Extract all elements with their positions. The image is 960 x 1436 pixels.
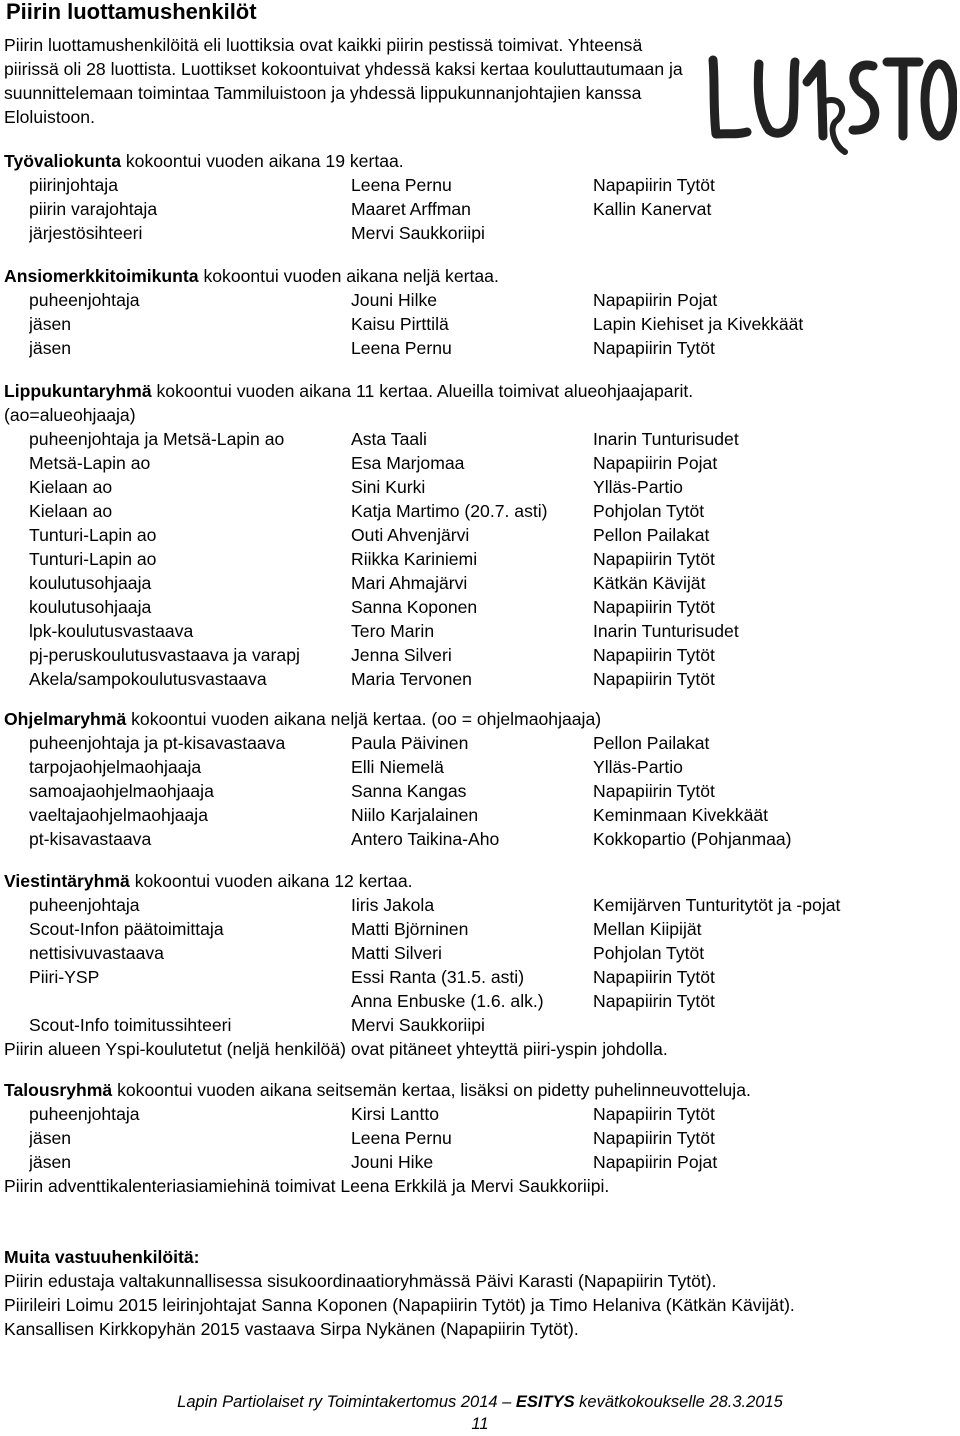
section-lippukuntaryhma [4, 379, 954, 691]
section-note: Piirin alueen Yspi-koulutetut (neljä henkilöä) ovat pitäneet yhteyttä piiri-yspin johdolla. [4, 1039, 668, 1059]
section-tyovaliokunta [4, 149, 954, 245]
role: Akela/sampokoulutusvastaava [29, 669, 267, 689]
member-row [4, 755, 954, 779]
member-row [4, 288, 954, 312]
member-row [4, 619, 954, 643]
section-heading [4, 149, 954, 173]
member-row [4, 221, 954, 245]
role: nettisivuvastaava [29, 943, 164, 963]
person: Sini Kurki [351, 477, 426, 497]
group: Napapiirin Tytöt [593, 991, 715, 1011]
member-row [4, 989, 954, 1013]
role: jäsen [29, 338, 72, 358]
role: piirinjohtaja [29, 175, 118, 195]
member-row [4, 1126, 954, 1150]
person: Maria Tervonen [351, 669, 472, 689]
group: Ylläs-Partio [593, 477, 683, 497]
group: Napapiirin Tytöt [593, 175, 715, 195]
member-row [4, 523, 954, 547]
group: Napapiirin Tytöt [593, 549, 715, 569]
person: Jouni Hike [351, 1152, 434, 1172]
role: Metsä-Lapin ao [29, 453, 151, 473]
group: Kätkän Kävijät [593, 573, 706, 593]
member-row [4, 965, 954, 989]
role: piirin varajohtaja [29, 199, 158, 219]
person: Kaisu Pirttilä [351, 314, 449, 334]
group: Pellon Pailakat [593, 525, 710, 545]
member-row [4, 499, 954, 523]
section-text: kokoontui vuoden aikana seitsemän kertaa, lisäksi on pidetty puhelinneuvotteluja. [112, 1080, 751, 1100]
person: Mervi Saukkoriipi [351, 1015, 485, 1035]
person: Riikka Kariniemi [351, 549, 478, 569]
footer-date: kevätkokoukselle 28.3.2015 [574, 1393, 783, 1411]
group: Napapiirin Tytöt [593, 597, 715, 617]
person: Mervi Saukkoriipi [351, 223, 485, 243]
group: Napapiirin Pojat [593, 1152, 718, 1172]
person: Leena Pernu [351, 1128, 452, 1148]
group: Kemijärven Tunturitytöt ja -pojat [593, 895, 841, 915]
member-row [4, 667, 954, 691]
member-row [4, 779, 954, 803]
section-text: kokoontui vuoden aikana neljä kertaa. [198, 266, 499, 286]
role: vaeltajaohjelmaohjaaja [29, 805, 208, 825]
section-muita-vastuuhenkiloita [4, 1245, 954, 1341]
section-heading [4, 379, 954, 403]
section-heading [4, 707, 954, 731]
role: Piiri-YSP [29, 967, 100, 987]
group: Napapiirin Tytöt [593, 1128, 715, 1148]
member-row [4, 451, 954, 475]
person: Tero Marin [351, 621, 435, 641]
role: Tunturi-Lapin ao [29, 525, 157, 545]
person: Maaret Arffman [351, 199, 471, 219]
section-heading [4, 1245, 954, 1269]
section-heading [4, 869, 954, 893]
group: Keminmaan Kivekkäät [593, 805, 769, 825]
person: Matti Silveri [351, 943, 442, 963]
section-text: kokoontui vuoden aikana neljä kertaa. (oo = ohjelmaohjaaja) [126, 709, 602, 729]
role: tarpojaohjelmaohjaaja [29, 757, 202, 777]
section-note: Piirileiri Loimu 2015 leirinjohtajat Sanna Koponen (Napapiirin Tytöt) ja Timo Helaniva (Kätkän Kävijät). [4, 1295, 795, 1315]
group: Pellon Pailakat [593, 733, 710, 753]
group: Napapiirin Pojat [593, 453, 718, 473]
section-heading [4, 264, 954, 288]
group: Inarin Tunturisudet [593, 621, 739, 641]
section-name: Talousryhmä [4, 1080, 113, 1100]
person: Antero Taikina-Aho [351, 829, 500, 849]
section-name: Viestintäryhmä [4, 871, 130, 891]
member-row [4, 427, 954, 451]
role: pt-kisavastaava [29, 829, 152, 849]
group: Napapiirin Tytöt [593, 967, 715, 987]
role: puheenjohtaja ja Metsä-Lapin ao [29, 429, 285, 449]
role: puheenjohtaja [29, 895, 140, 915]
group: Pohjolan Tytöt [593, 501, 705, 521]
person: Anna Enbuske (1.6. alk.) [351, 991, 544, 1011]
role: puheenjohtaja [29, 1104, 140, 1124]
group: Napapiirin Tytöt [593, 669, 715, 689]
role: pj-peruskoulutusvastaava ja varapj [29, 645, 300, 665]
role: jäsen [29, 1128, 72, 1148]
section-text: kokoontui vuoden aikana 12 kertaa. [129, 871, 413, 891]
footer-status: ESITYS [515, 1393, 575, 1411]
person: Jenna Silveri [351, 645, 452, 665]
section-name: Ohjelmaryhmä [4, 709, 127, 729]
person: Outi Ahvenjärvi [351, 525, 470, 545]
group: Kallin Kanervat [593, 199, 712, 219]
role: jäsen [29, 1152, 72, 1172]
role: puheenjohtaja [29, 290, 140, 310]
role: jäsen [29, 314, 72, 334]
person: Essi Ranta (31.5. asti) [351, 967, 525, 987]
person: Iiris Jakola [351, 895, 435, 915]
section-note: (ao=alueohjaaja) [4, 405, 136, 425]
section-name: Ansiomerkkitoimikunta [4, 266, 199, 286]
person: Matti Björninen [351, 919, 469, 939]
section-talousryhma [4, 1078, 954, 1198]
person: Leena Pernu [351, 175, 452, 195]
intro-paragraph: Piirin luottamushenkilöitä eli luottiksia ovat kaikki piirin pestissä toimivat. Yhteensä piirissä oli 28 luottista. Luottikset kokoontuivat yhdessä kaksi kertaa kouluttautumaan ja suunnittelemaan toimintaa Tammiluistoon ja yhdessä lippukunnanjohtajien kanssa Eloluistoon. [4, 35, 683, 127]
person: Esa Marjomaa [351, 453, 465, 473]
member-row [4, 1102, 954, 1126]
person: Leena Pernu [351, 338, 452, 358]
role: koulutusohjaaja [29, 597, 152, 617]
section-name: Muita vastuuhenkilöitä: [4, 1247, 200, 1267]
role: lpk-koulutusvastaava [29, 621, 194, 641]
member-row [4, 803, 954, 827]
person: Sanna Koponen [351, 597, 478, 617]
member-row [4, 336, 954, 360]
role: koulutusohjaaja [29, 573, 152, 593]
page-number: 11 [471, 1415, 489, 1433]
person: Katja Martimo (20.7. asti) [351, 501, 548, 521]
member-row [4, 941, 954, 965]
section-note: Piirin edustaja valtakunnallisessa sisukoordinaatioryhmässä Päivi Karasti (Napapiirin Tytöt). [4, 1271, 717, 1291]
person: Sanna Kangas [351, 781, 467, 801]
member-row [4, 595, 954, 619]
person: Kirsi Lantto [351, 1104, 440, 1124]
person: Jouni Hilke [351, 290, 438, 310]
group: Mellan Kiipijät [593, 919, 702, 939]
member-row [4, 197, 954, 221]
role: Tunturi-Lapin ao [29, 549, 157, 569]
group: Napapiirin Tytöt [593, 338, 715, 358]
group: Napapiirin Tytöt [593, 1104, 715, 1124]
section-text: kokoontui vuoden aikana 11 kertaa. Alueilla toimivat alueohjaajaparit. [151, 381, 694, 401]
member-row [4, 571, 954, 595]
member-row [4, 827, 954, 851]
role: Scout-Info toimitussihteeri [29, 1015, 232, 1035]
role: järjestösihteeri [29, 223, 143, 243]
role: Scout-Infon päätoimittaja [29, 919, 224, 939]
group: Inarin Tunturisudet [593, 429, 739, 449]
section-ohjelmaryhma [4, 707, 954, 851]
section-ansiomerkkitoimikunta [4, 264, 954, 360]
section-text: kokoontui vuoden aikana 19 kertaa. [121, 151, 404, 171]
page-footer [0, 1390, 960, 1414]
role: Kielaan ao [29, 477, 113, 497]
member-row [4, 1013, 954, 1037]
role: Kielaan ao [29, 501, 113, 521]
member-row [4, 1150, 954, 1174]
section-note: Piirin adventtikalenteriasiamiehinä toimivat Leena Erkkilä ja Mervi Saukkoriipi. [4, 1176, 610, 1196]
member-row [4, 173, 954, 197]
group: Ylläs-Partio [593, 757, 683, 777]
group: Pohjolan Tytöt [593, 943, 705, 963]
member-row [4, 475, 954, 499]
group: Lapin Kiehiset ja Kivekkäät [593, 314, 804, 334]
group: Napapiirin Pojat [593, 290, 718, 310]
person: Niilo Karjalainen [351, 805, 479, 825]
member-row [4, 643, 954, 667]
section-viestintaryhma [4, 869, 954, 1061]
person: Mari Ahmajärvi [351, 573, 468, 593]
member-row [4, 917, 954, 941]
luisto-logo-icon [703, 38, 957, 162]
person: Asta Taali [351, 429, 427, 449]
section-name: Lippukuntaryhmä [4, 381, 152, 401]
member-row [4, 731, 954, 755]
person: Paula Päivinen [351, 733, 469, 753]
member-row [4, 893, 954, 917]
group: Napapiirin Tytöt [593, 645, 715, 665]
group: Kokkopartio (Pohjanmaa) [593, 829, 792, 849]
person: Elli Niemelä [351, 757, 444, 777]
member-row [4, 312, 954, 336]
member-row [4, 547, 954, 571]
page-title: Piirin luottamushenkilöt [6, 0, 257, 24]
section-heading [4, 1078, 954, 1102]
section-note: Kansallisen Kirkkopyhän 2015 vastaava Sirpa Nykänen (Napapiirin Tytöt). [4, 1319, 579, 1339]
role: puheenjohtaja ja pt-kisavastaava [29, 733, 286, 753]
group: Napapiirin Tytöt [593, 781, 715, 801]
role: samoajaohjelmaohjaaja [29, 781, 214, 801]
footer-text: Lapin Partiolaiset ry Toimintakertomus 2014 – [177, 1393, 516, 1411]
section-name: Työvaliokunta [4, 151, 121, 171]
